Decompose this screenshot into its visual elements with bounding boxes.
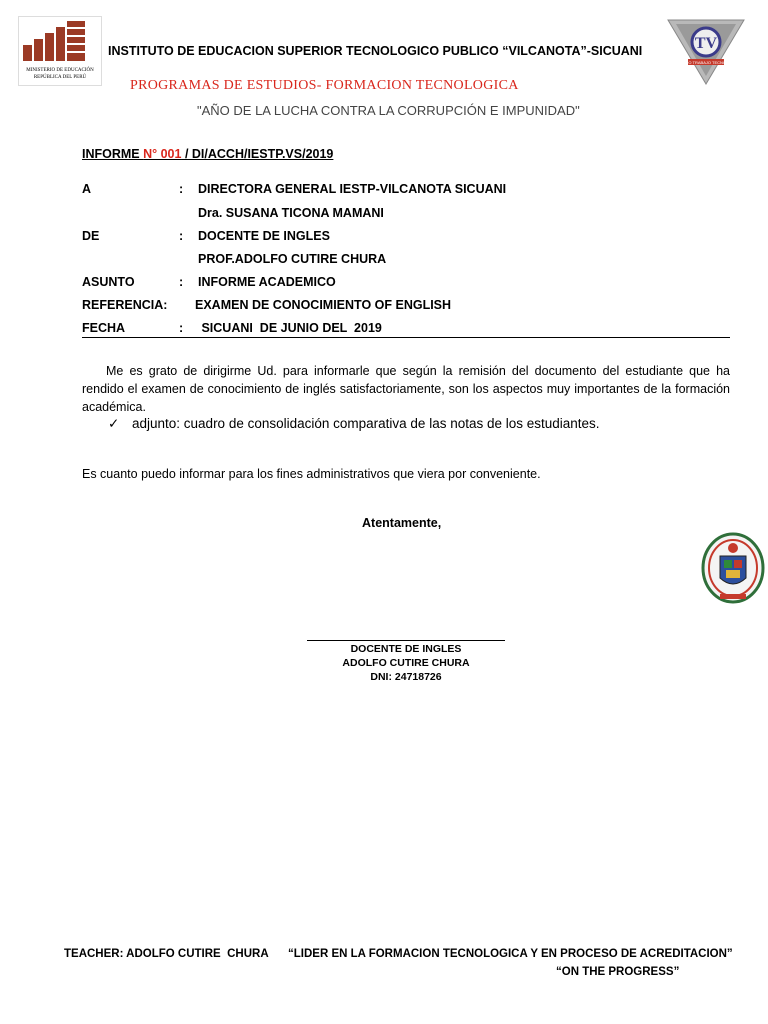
field-colon: : (179, 275, 184, 289)
field-label: REFERENCIA: (82, 298, 168, 312)
field-fecha (82, 321, 382, 335)
field-de-continuation: PROF.ADOLFO CUTIRE CHURA (198, 252, 387, 266)
institute-shield-logo (666, 18, 746, 86)
field-de (82, 229, 330, 243)
field-value: INFORME ACADEMICO (198, 275, 336, 289)
closing-line: Es cuanto puedo informar para los fines administrativos que viera por conveniente. (82, 467, 541, 481)
field-label: FECHA (82, 321, 126, 335)
programs-subtitle: PROGRAMAS DE ESTUDIOS- FORMACION TECNOLOGICA (130, 78, 519, 93)
informe-num: N° 001 (143, 147, 182, 161)
ministerio-educacion-logo (18, 16, 102, 86)
field-asunto (82, 275, 336, 289)
field-a (82, 182, 506, 196)
year-motto: "AÑO DE LA LUCHA CONTRA LA CORRUPCIÓN E IMPUNIDAD" (197, 103, 580, 118)
footer-slogan: “LIDER EN LA FORMACION TECNOLOGICA Y EN PROCESO DE ACREDITACION” (288, 948, 733, 960)
footer-slogan-2: “ON THE PROGRESS” (556, 966, 680, 978)
svg-text:ESTUDIO TRABAJO TECNOLOGIA: ESTUDIO TRABAJO TECNOLOGIA (673, 60, 739, 65)
adjunto-item (108, 416, 600, 432)
svg-text:MINISTERIO DE EDUCACIÓN: MINISTERIO DE EDUCACIÓN (26, 68, 94, 73)
field-referencia (82, 298, 451, 312)
salutation: Atentamente, (362, 516, 442, 530)
field-label: A (82, 182, 92, 196)
signature-line (307, 640, 505, 641)
field-a-continuation: Dra. SUSANA TICONA MAMANI (198, 206, 384, 220)
field-label: ASUNTO (82, 275, 135, 289)
informe-prefix: INFORME (82, 147, 144, 161)
header-divider (82, 337, 730, 338)
field-colon: : (179, 321, 184, 335)
field-label: DE (82, 229, 100, 243)
svg-text:TV: TV (694, 35, 718, 52)
field-value: SICUANI DE JUNIO DEL 2019 (198, 321, 382, 335)
svg-text:REPÚBLICA DEL PERÚ: REPÚBLICA DEL PERÚ (33, 75, 87, 80)
field-value: DIRECTORA GENERAL IESTP-VILCANOTA SICUANI (198, 182, 507, 196)
signer-role: DOCENTE DE INGLES (350, 643, 462, 655)
field-colon: : (179, 182, 184, 196)
institute-title: INSTITUTO DE EDUCACION SUPERIOR TECNOLOGICO PUBLICO “VILCANOTA”-SICUANI (108, 44, 643, 58)
field-value: EXAMEN DE CONOCIMIENTO OF ENGLISH (195, 298, 452, 312)
footer-teacher: TEACHER: ADOLFO CUTIRE CHURA (64, 948, 269, 960)
check-icon: ✓ (108, 416, 120, 431)
body-paragraph: Me es grato de dirigirme Ud. para informarle que según la remisión del documento del estudiante que ha rendido el examen de conocimiento de inglés satisfactoriamente, son los aspectos muy importantes de la formación académica. (82, 364, 730, 414)
adjunto-text: adjunto: cuadro de consolidación comparativa de las notas de los estudiantes. (132, 416, 600, 431)
institute-seal-icon (700, 530, 766, 606)
informe-number (82, 147, 333, 161)
informe-suffix: / DI/ACCH/IESTP.VS/2019 (181, 147, 334, 161)
field-colon: : (179, 229, 184, 243)
field-value: DOCENTE DE INGLES (198, 229, 330, 243)
signer-name: ADOLFO CUTIRE CHURA (342, 657, 470, 669)
signer-dni: DNI: 24718726 (370, 671, 442, 683)
